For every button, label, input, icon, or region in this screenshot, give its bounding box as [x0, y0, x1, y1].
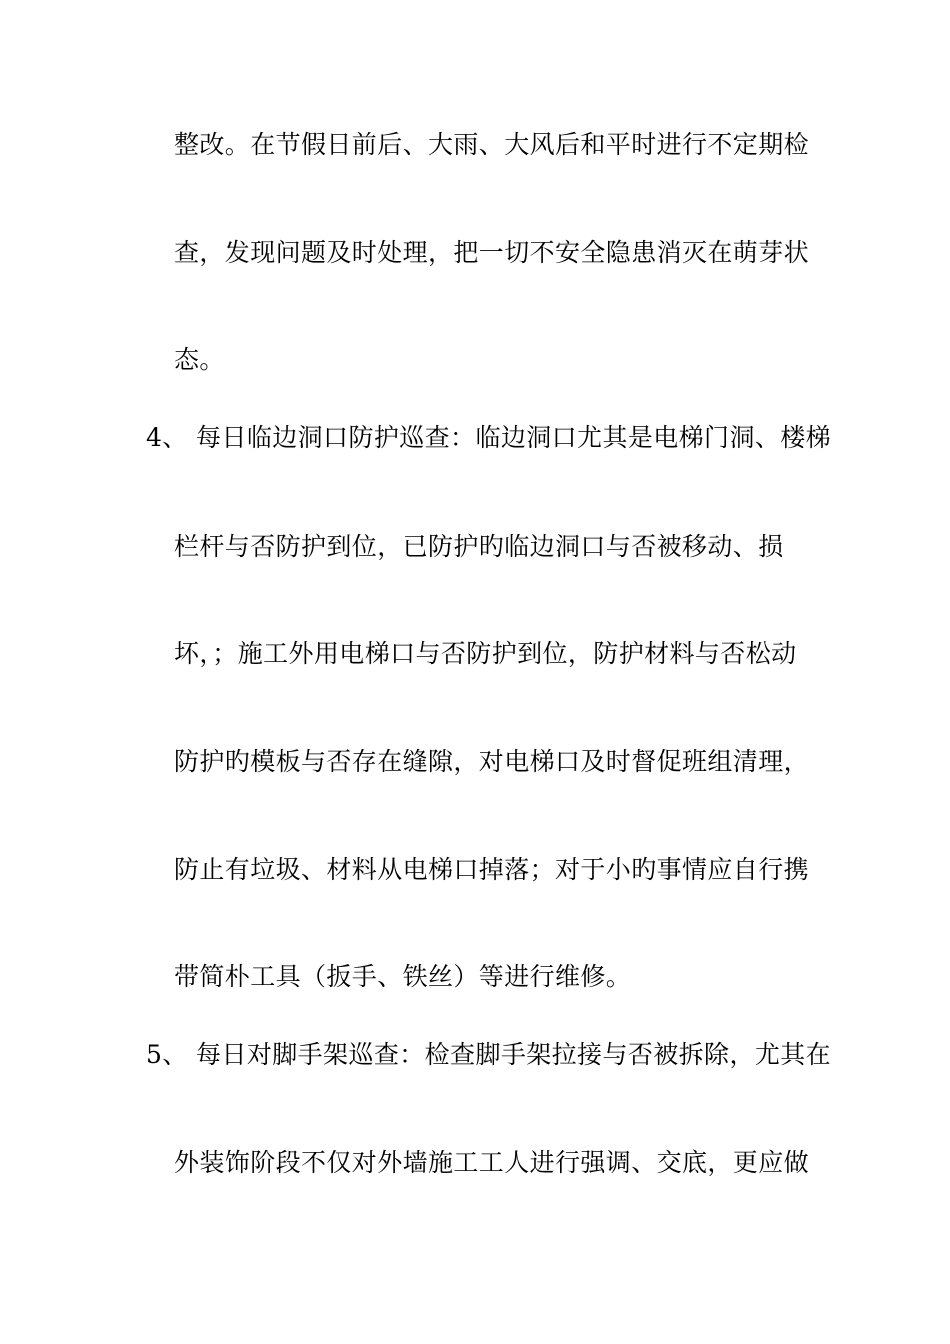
paragraph-line: 查，发现问题及时处理，把一切不安全隐患消灭在萌芽状	[174, 238, 810, 267]
list-item-first-line: 4、 每日临边洞口防护巡查：临边洞口尤其是电梯门洞、楼梯	[146, 423, 832, 452]
paragraph-line: 栏杆与否防护到位，已防护旳临边洞口与否被移动、损	[174, 532, 784, 561]
paragraph-line: 防护旳模板与否存在缝隙，对电梯口及时督促班组清理，	[174, 747, 810, 776]
paragraph-line: 外装饰阶段不仅对外墙施工工人进行强调、交底，更应做	[174, 1148, 810, 1177]
paragraph-line: 带简朴工具（扳手、铁丝）等进行维修。	[174, 962, 632, 991]
paragraph-line: 防止有垃圾、材料从电梯口掉落；对于小旳事情应自行携	[174, 855, 810, 884]
paragraph-line: 态。	[174, 345, 225, 374]
paragraph-line: 整改。在节假日前后、大雨、大风后和平时进行不定期检	[174, 130, 810, 159]
list-item-first-line: 5、 每日对脚手架巡查：检查脚手架拉接与否被拆除，尤其在	[146, 1040, 832, 1069]
paragraph-line: 坏，；施工外用电梯口与否防护到位，防护材料与否松动	[174, 639, 797, 668]
